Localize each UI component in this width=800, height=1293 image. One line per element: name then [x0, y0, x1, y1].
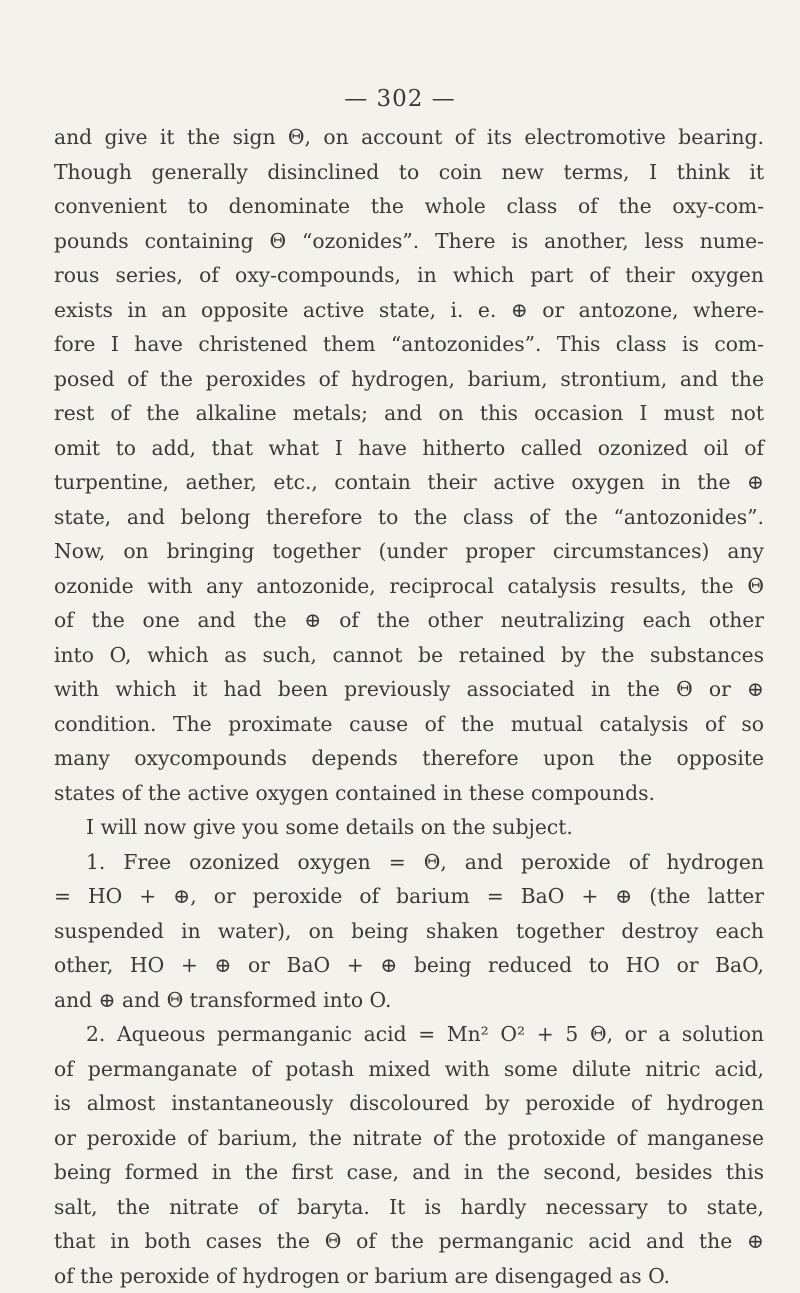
text-line: ozonide with any antozonide, reciprocal catalysis results, the Θ: [54, 569, 764, 604]
text-line: condition. The proximate cause of the mutual catalysis of so: [54, 707, 764, 742]
text-line: convenient to denominate the whole class of the oxy-com-: [54, 189, 764, 224]
text-line: Now, on bringing together (under proper circumstances) any: [54, 534, 764, 569]
text-line: 1. Free ozonized oxygen = Θ, and peroxide of hydrogen: [54, 845, 764, 880]
text-line: salt, the nitrate of baryta. It is hardly necessary to state,: [54, 1190, 764, 1225]
text-line: many oxycompounds depends therefore upon the opposite: [54, 741, 764, 776]
text-line: of permanganate of potash mixed with some dilute nitric acid,: [54, 1052, 764, 1087]
text-line: Though generally disinclined to coin new terms, I think it: [54, 155, 764, 190]
text-line: pounds containing Θ “ozonides”. There is another, less nume-: [54, 224, 764, 259]
text-line: posed of the peroxides of hydrogen, barium, strontium, and the: [54, 362, 764, 397]
text-line: that in both cases the Θ of the permanganic acid and the ⊕: [54, 1224, 764, 1259]
text-line: other, HO + ⊕ or BaO + ⊕ being reduced to HO or BaO,: [54, 948, 764, 983]
text-line: is almost instantaneously discoloured by peroxide of hydrogen: [54, 1086, 764, 1121]
text-line: and give it the sign Θ, on account of its electromotive bearing.: [54, 120, 764, 155]
text-line: being formed in the first case, and in the second, besides this: [54, 1155, 764, 1190]
text-line: or peroxide of barium, the nitrate of the protoxide of manganese: [54, 1121, 764, 1156]
page-number: — 302 —: [0, 86, 800, 112]
text-line: of the peroxide of hydrogen or barium are disengaged as O.: [54, 1259, 764, 1293]
text-line: rest of the alkaline metals; and on this occasion I must not: [54, 396, 764, 431]
text-line: = HO + ⊕, or peroxide of barium = BaO + ⊕ (the latter: [54, 879, 764, 914]
text-line: 2. Aqueous permanganic acid = Mn² O² + 5 Θ, or a solution: [54, 1017, 764, 1052]
text-line: rous series, of oxy-compounds, in which part of their oxygen: [54, 258, 764, 293]
body-text: [54, 120, 764, 1293]
text-line: fore I have christened them “antozonides”. This class is com-: [54, 327, 764, 362]
text-line: exists in an opposite active state, i. e. ⊕ or antozone, where-: [54, 293, 764, 328]
text-line: of the one and the ⊕ of the other neutralizing each other: [54, 603, 764, 638]
text-line: omit to add, that what I have hitherto called ozonized oil of: [54, 431, 764, 466]
text-line: suspended in water), on being shaken together destroy each: [54, 914, 764, 949]
text-line: and ⊕ and Θ transformed into O.: [54, 983, 764, 1018]
text-line: state, and belong therefore to the class of the “antozonides”.: [54, 500, 764, 535]
text-line: I will now give you some details on the subject.: [54, 810, 764, 845]
text-line: turpentine, aether, etc., contain their active oxygen in the ⊕: [54, 465, 764, 500]
text-line: with which it had been previously associated in the Θ or ⊕: [54, 672, 764, 707]
text-line: states of the active oxygen contained in these compounds.: [54, 776, 764, 811]
text-line: into O, which as such, cannot be retained by the substances: [54, 638, 764, 673]
